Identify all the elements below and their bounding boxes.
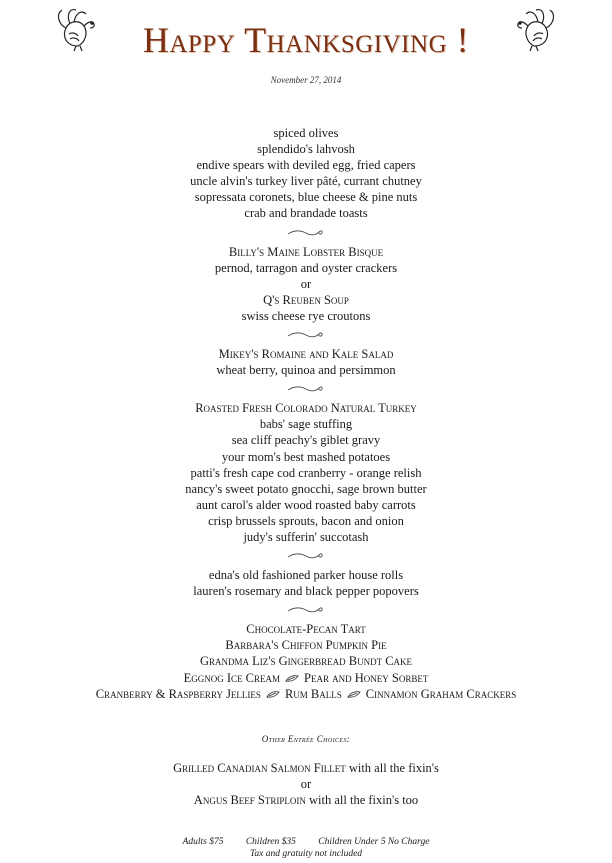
bread-section [0,567,612,599]
side-item: babs' sage stuffing [259,417,353,432]
menu-item: spiced olives [273,126,339,140]
flourish-icon [286,549,326,562]
menu-date: November 27, 2014 [270,75,342,85]
side-item: aunt carol's alder wood roasted baby carrots [196,497,416,512]
soup-section [0,244,612,324]
tax-note: Tax and gratuity not included [249,849,363,859]
main-title: Roasted Fresh Colorado Natural Turkey [195,401,417,416]
other-entree-heading: Other Entrée Choices: [261,734,351,744]
leaf-icon [266,690,280,699]
dessert-item: Rum Balls [284,686,342,701]
flourish-icon [286,603,326,616]
entree-choice [0,792,612,808]
flourish-icon [286,328,326,341]
or-text: or [300,276,312,291]
price-children: Children $35 [245,837,296,847]
dessert-section [0,621,612,701]
soup-title: Billy's Maine Lobster Bisque [228,244,384,259]
soup-description: swiss cheese rye croutons [241,308,371,323]
side-item: sea cliff peachy's giblet gravy [231,433,381,448]
menu-body [0,125,612,702]
dessert-item: Chocolate-Pecan Tart [246,622,366,637]
leaf-icon [347,690,361,699]
other-entree-section [0,760,612,808]
flourish-icon [286,382,326,395]
salad-title: Mikey's Romaine and Kale Salad [218,347,394,362]
dessert-line [0,670,612,686]
dessert-item: Barbara's Chiffon Pumpkin Pie [225,638,387,653]
pricing-footer [0,836,612,860]
dessert-item: Cranberry & Raspberry Jellies [95,686,261,701]
soup-title: Q's Reuben Soup [263,292,349,307]
salad-description: wheat berry, quinoa and persimmon [216,363,396,378]
bread-item: lauren's rosemary and black pepper popovers [193,584,419,599]
entree-suffix: with all the fixin's too [305,793,419,807]
soup-description: pernod, tarragon and oyster crackers [214,260,398,275]
entree-name: Grilled Canadian Salmon Fillet [173,761,346,775]
side-item: patti's fresh cape cod cranberry - orange relish [190,465,422,480]
menu-item: uncle alvin's turkey liver pâté, currant chutney [190,174,422,189]
entree-name: Angus Beef Striploin [193,793,306,807]
dessert-line [0,686,612,702]
salad-section [0,346,612,378]
bread-item: edna's old fashioned parker house rolls [208,568,404,583]
or-text: or [300,777,312,791]
dessert-item: Eggnog Ice Cream [183,670,281,685]
entree-suffix: with all the fixin's [345,761,439,775]
price-line [0,836,612,848]
flourish-icon [286,226,326,239]
leaf-icon [285,674,299,683]
side-item: nancy's sweet potato gnocchi, sage brown butter [185,481,427,496]
menu-item: splendido's lahvosh [257,142,355,157]
appetizers-section [0,125,612,222]
menu-item: crab and brandade toasts [244,206,368,221]
page-title: Happy Thanksgiving ! [142,20,470,60]
dessert-item: Grandma Liz's Gingerbread Bundt Cake [199,654,413,669]
menu-item: sopressata coronets, blue cheese & pine nuts [194,190,418,205]
dessert-item: Pear and Honey Sorbet [304,670,429,685]
price-adults: Adults $75 [182,837,224,847]
main-section [0,400,612,545]
menu-item: endive spears with deviled egg, fried capers [196,158,416,173]
side-item: your mom's best mashed potatoes [221,449,391,464]
side-item: crisp brussels sprouts, bacon and onion [208,513,404,528]
side-item: judy's sufferin' succotash [243,529,369,544]
price-under5: Children Under 5 No Charge [318,837,430,847]
entree-choice [0,760,612,776]
dessert-item: Cinnamon Graham Crackers [365,686,517,701]
